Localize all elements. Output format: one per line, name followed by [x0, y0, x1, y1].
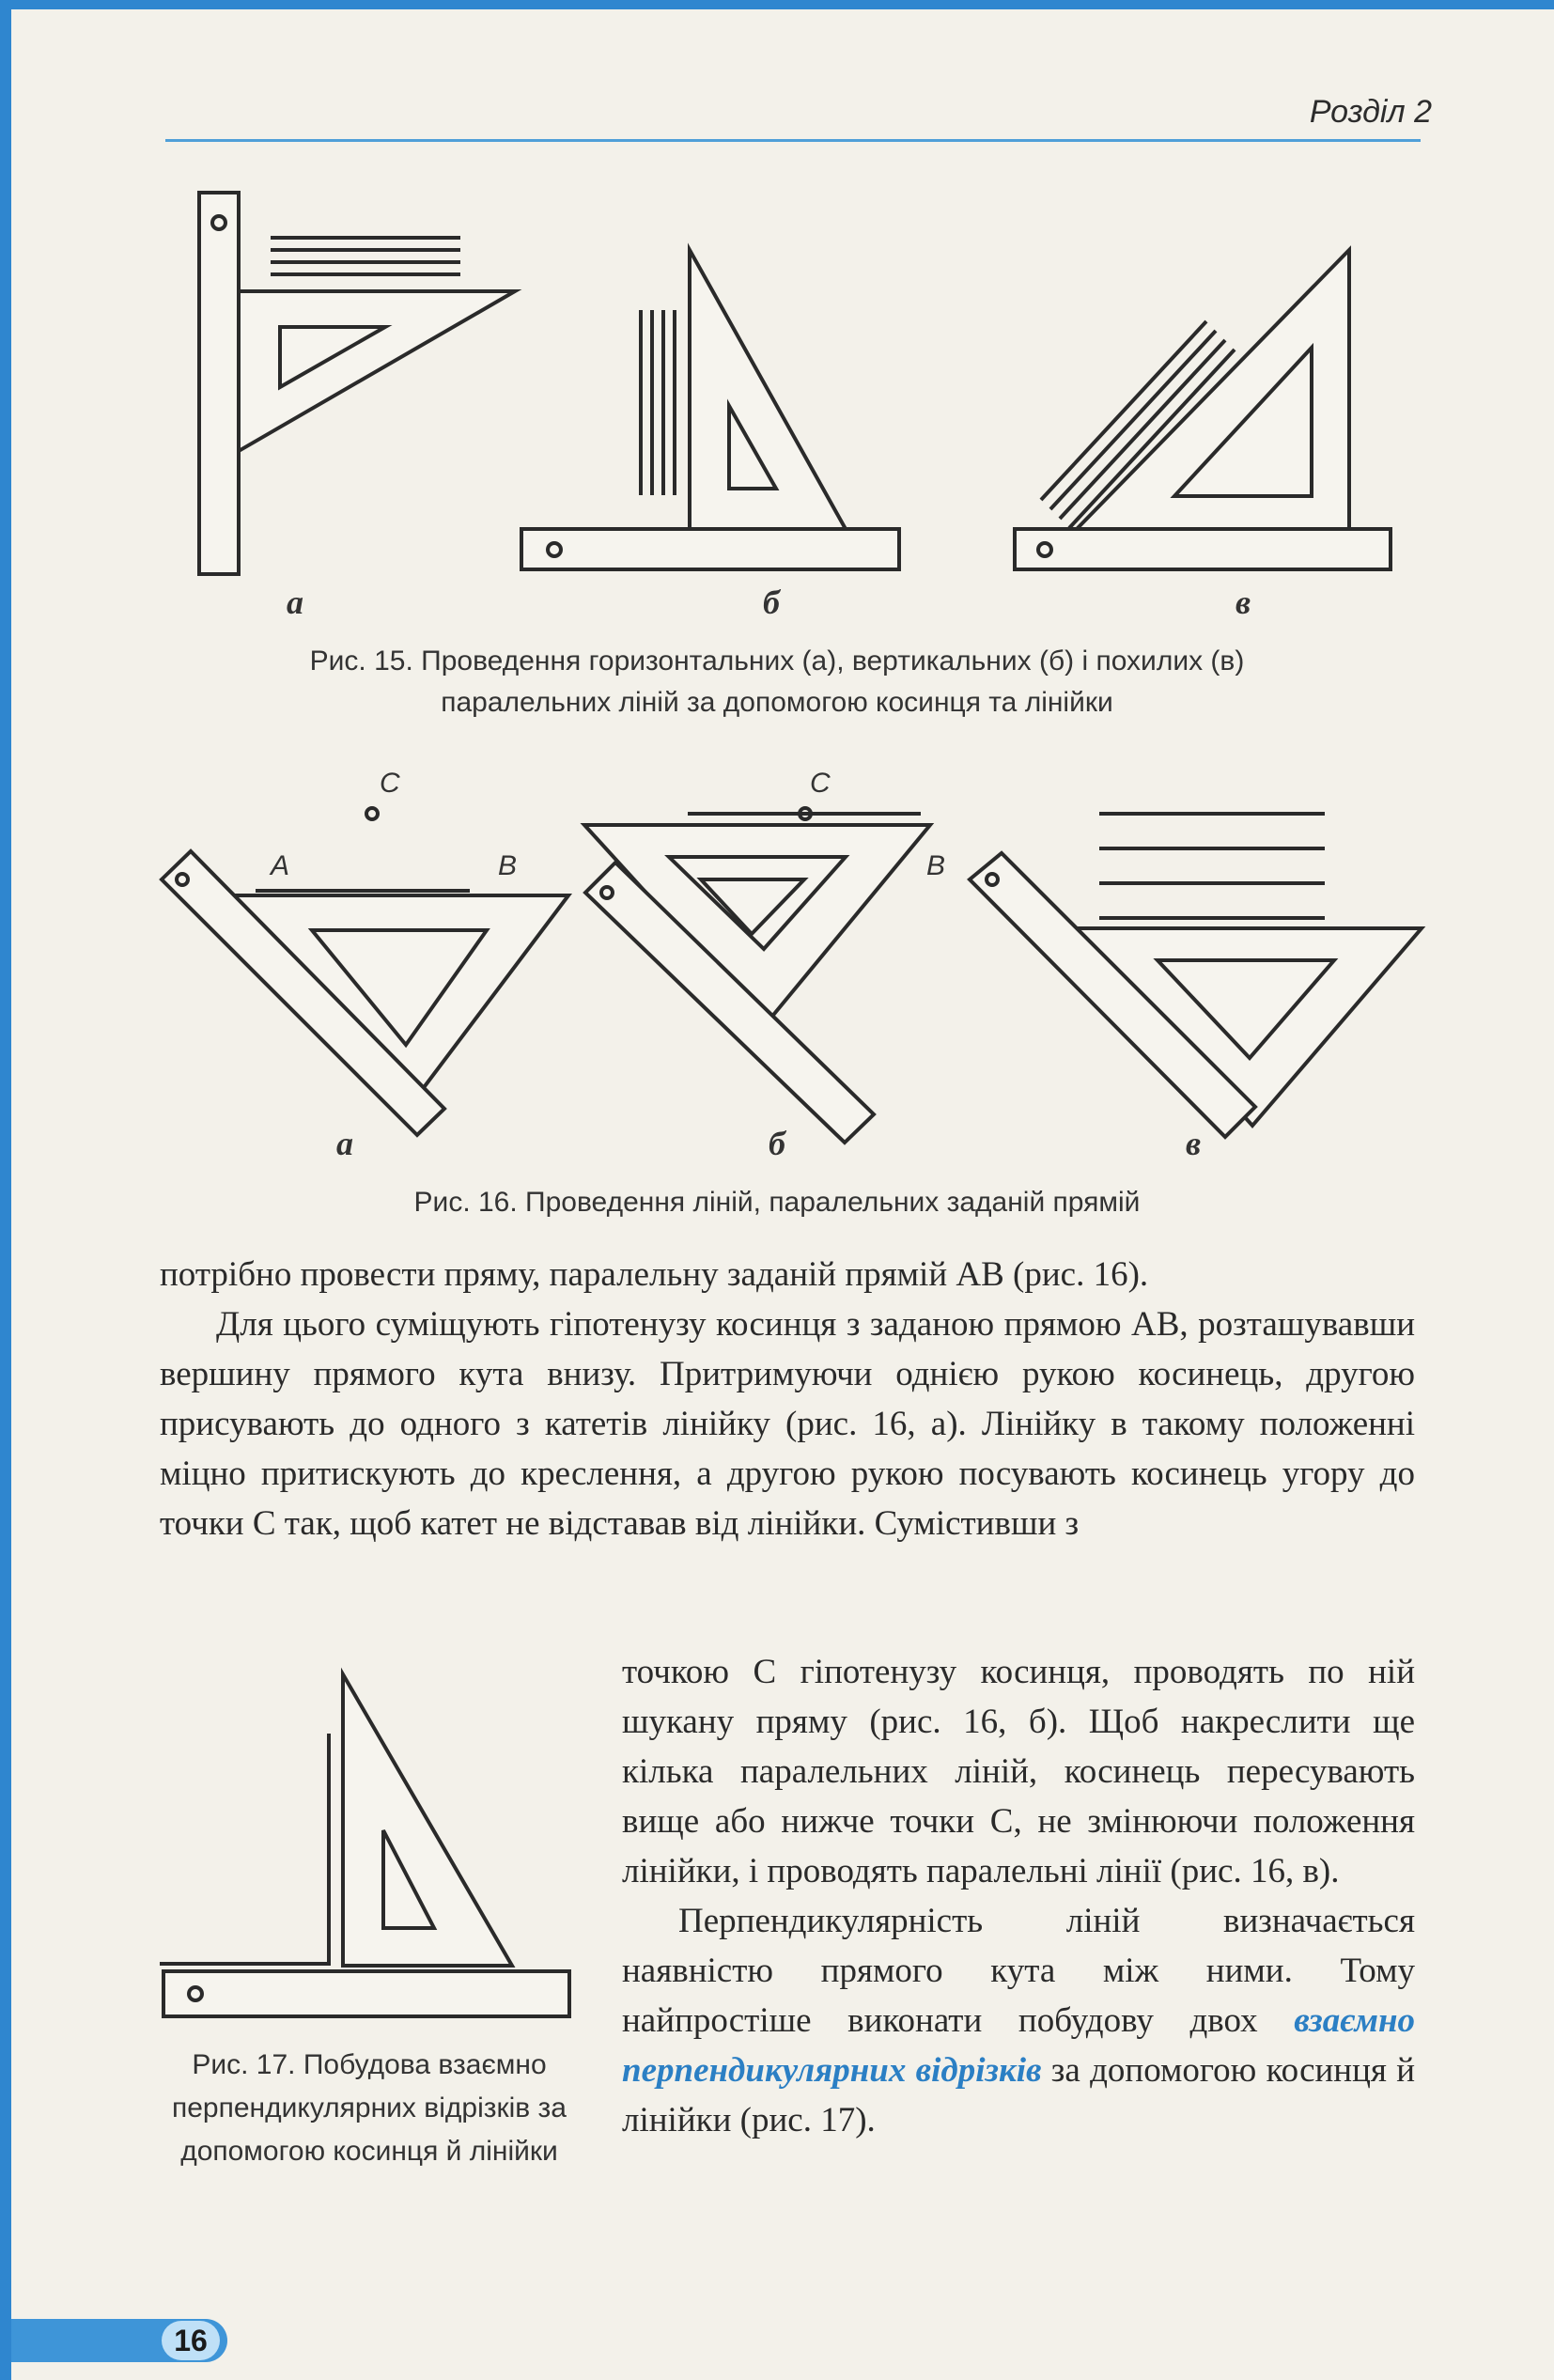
- highlight-term: взаємно перпендикулярних відрізків: [622, 2001, 1415, 2090]
- fig16-letter-a: а: [336, 1125, 353, 1162]
- paragraph-2: Для цього суміщують гіпотенузу косинця з заданою прямою AB, розташувавши вершину прямого кута внизу. Притримуючи однією рукою косинець, другою присувають до одного з катетів лінійку (рис. 16, а). Лінійку в такому положенні міцно притискують до креслення, а другою рукою посувають косинець угору до точки С так, щоб катет не відставав від лінійки. Сумістивши з: [160, 1305, 1415, 1543]
- fig17-triangle: [343, 1674, 512, 1966]
- fig16-caption: Рис. 16. Проведення ліній, паралельних заданій прямій: [413, 1187, 1141, 1218]
- body-text-column: [622, 1647, 1415, 2145]
- fig16b-label-b: В: [926, 850, 946, 881]
- fig17-ruler: [163, 1971, 569, 2016]
- paragraph-3-start: Перпендикулярність ліній визначається наявністю прямого кута між ними. Тому найпростіше виконати побудову двох: [622, 1902, 1415, 2040]
- fig16a-label-a: А: [271, 850, 290, 881]
- section-header: Розділ 2: [1309, 94, 1432, 130]
- paragraph-3: [622, 1896, 1415, 2145]
- fig17-caption: Рис. 17. Побудова взаємно перпендикулярних відрізків за допомогою косинця й лінійки: [172, 2049, 567, 2167]
- fig15-caption-line1: Рис. 15. Проведення горизонтальних (а), вертикальних (б) і похилих (в): [309, 646, 1245, 677]
- paragraph-2-continued: точкою С гіпотенузу косинця, проводять по ній шукану пряму (рис. 16, б). Щоб накреслити ще кілька паралельних ліній, косинець пересувають вище або нижче точки С, не змінюючи положення лінійки, і проводять паралельні лінії (рис. 16, в).: [622, 1653, 1415, 1890]
- fig16-letter-c: в: [1186, 1125, 1202, 1162]
- fig16-letter-b: б: [769, 1125, 785, 1162]
- page-number: 16: [162, 2321, 220, 2360]
- fig15-letter-b: б: [763, 583, 780, 621]
- paragraph-1: потрібно провести пряму, паралельну заданій прямій AB (рис. 16).: [160, 1255, 1149, 1294]
- fig15-letter-a: а: [287, 583, 303, 621]
- fig15-letter-c: в: [1235, 583, 1251, 621]
- fig15-caption-line2: паралельних ліній за допомогою косинця та лінійки: [441, 687, 1113, 718]
- fig16a-label-c: С: [380, 768, 400, 799]
- fig16b-label-c: С: [810, 768, 831, 799]
- fig16a-label-b: В: [498, 850, 518, 881]
- paragraph-3-end: за допомогою косинця й лінійки (рис. 17).: [622, 2051, 1415, 2139]
